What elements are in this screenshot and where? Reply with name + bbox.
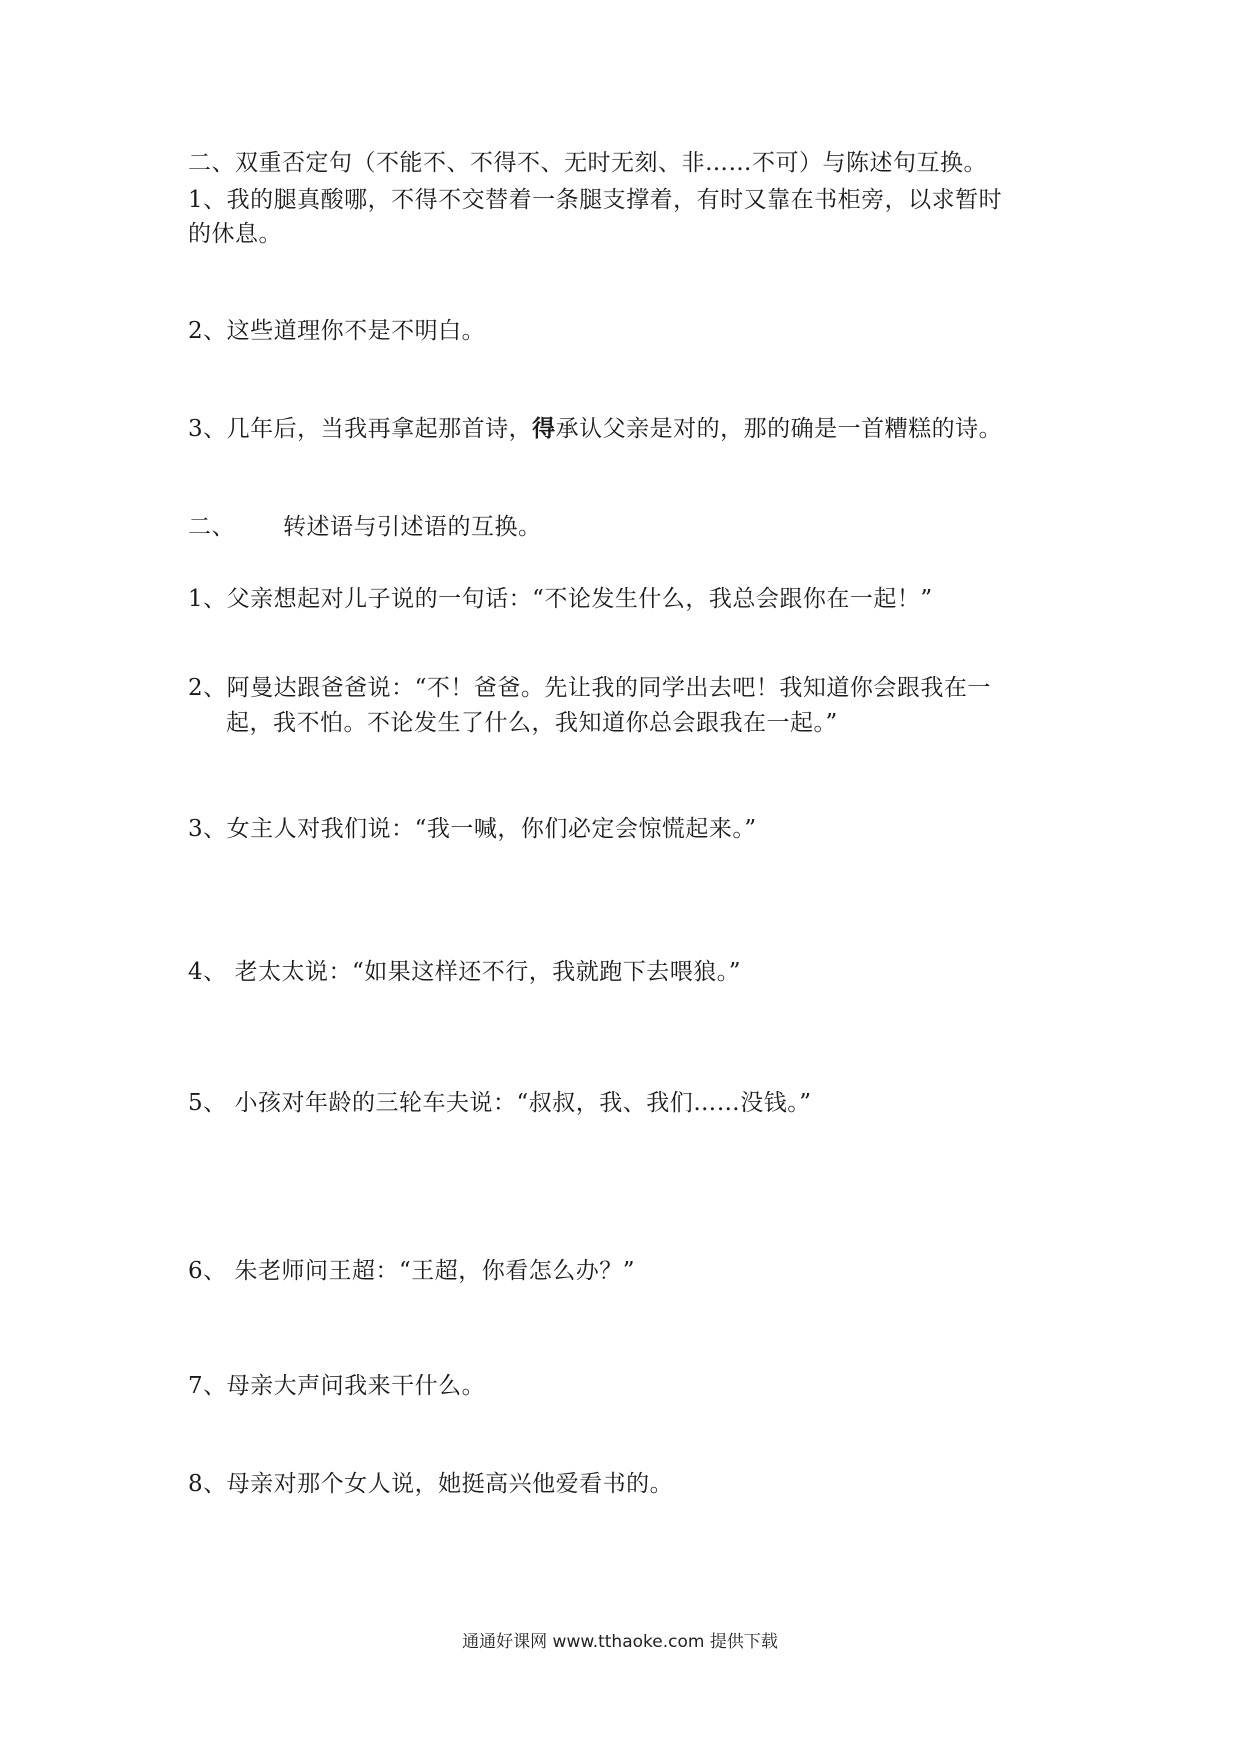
- section2-item3: 3、女主人对我们说：“我一喊，你们必定会惊慌起来。”: [188, 816, 757, 842]
- section1-heading: 二、双重否定句（不能不、不得不、无时无刻、非……不可）与陈述句互换。: [188, 150, 987, 176]
- section1-item3-before: 3、几年后，当我再拿起那首诗，: [188, 416, 533, 442]
- section2-item5: 5、 小孩对年龄的三轮车夫说：“叔叔，我、我们……没钱。”: [188, 1090, 812, 1116]
- section2-item8: 8、母亲对那个女人说，她挺高兴他爱看书的。: [188, 1471, 674, 1497]
- section2-heading-number: 二、: [188, 514, 235, 540]
- section1-item3-bold-char: 得: [532, 415, 556, 442]
- section2-item2-line1: 2、阿曼达跟爸爸说：“不！爸爸。先让我的同学出去吧！我知道你会跟我在一: [188, 675, 991, 701]
- section2-item6: 6、 朱老师问王超：“王超，你看怎么办？”: [188, 1258, 635, 1284]
- section1-item1-line1: 1、我的腿真酸哪，不得不交替着一条腿支撑着，有时又靠在书柜旁，以求暂时: [188, 187, 1003, 213]
- section2-item2-line2: 起，我不怕。不论发生了什么，我知道你总会跟我在一起。”: [226, 710, 838, 736]
- section1-item2: 2、这些道理你不是不明白。: [188, 318, 486, 344]
- section2-heading-text: 转述语与引述语的互换。: [283, 514, 542, 540]
- section1-item1-line2: 的休息。: [188, 221, 282, 247]
- section1-item3: [188, 414, 1002, 444]
- page-footer: 通通好课网 www.tthaoke.com 提供下载: [462, 1632, 778, 1652]
- section1-item3-after: 承认父亲是对的，那的确是一首糟糕的诗。: [555, 416, 1003, 442]
- section2-item1: 1、父亲想起对儿子说的一句话：“不论发生什么，我总会跟你在一起！”: [188, 586, 933, 612]
- section2-heading: [188, 512, 542, 542]
- section2-item4: 4、 老太太说：“如果这样还不行，我就跑下去喂狼。”: [188, 959, 741, 985]
- section2-item7: 7、母亲大声问我来干什么。: [188, 1373, 486, 1399]
